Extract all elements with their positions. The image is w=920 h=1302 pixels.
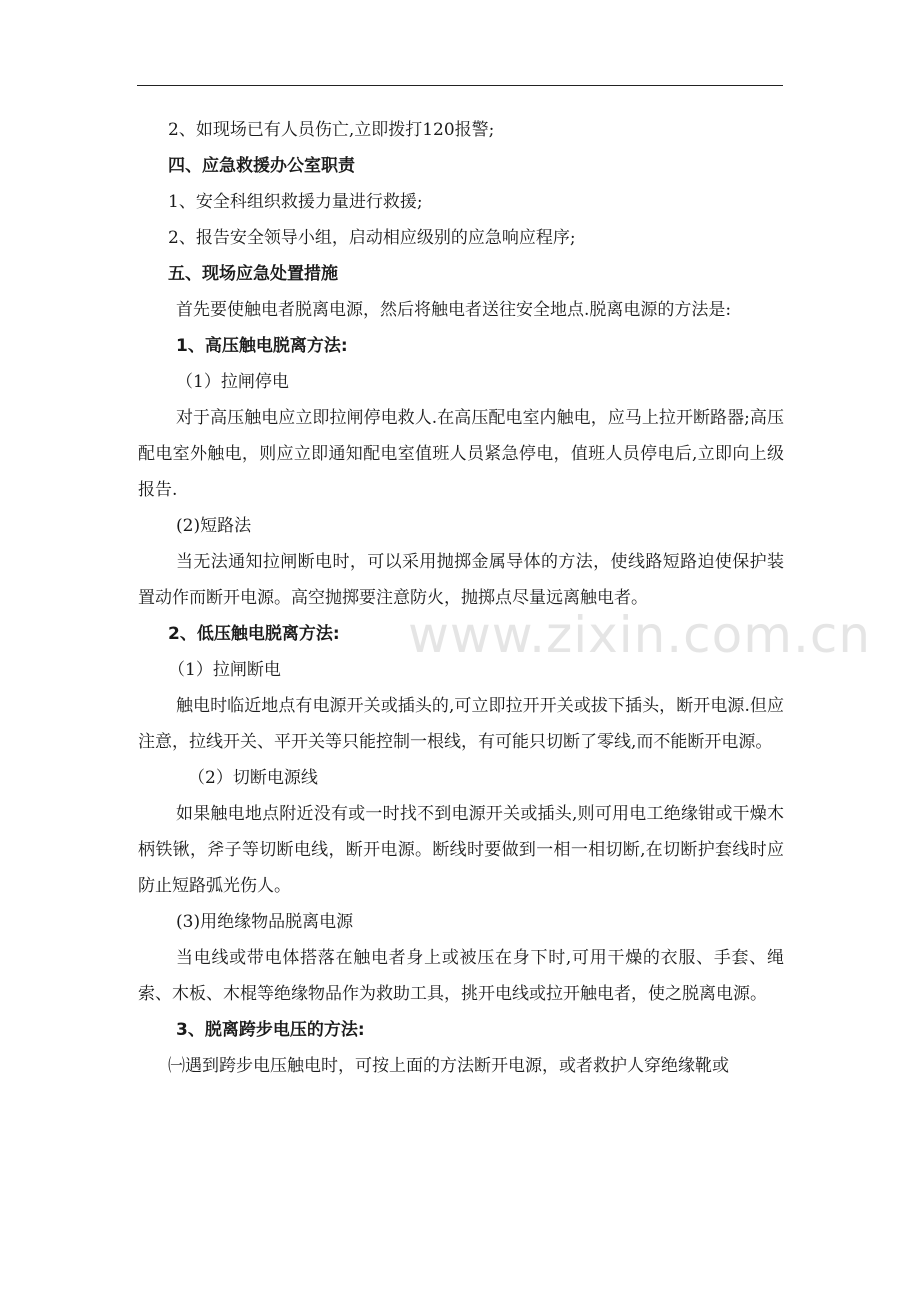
subheading-low-voltage: 2、低压触电脱离方法:: [168, 624, 340, 644]
subitem-short-circuit: (2)短路法: [176, 516, 252, 536]
header-rule: [137, 85, 783, 86]
paragraph-intro: 首先要使触电者脱离电源，然后将触电者送往安全地点.脱离电源的方法是:: [176, 300, 732, 320]
paragraph-short-circuit: 当无法通知拉闸断电时，可以采用抛掷金属导体的方法，使线路短路迫使保护装置动作而断开电源。高空抛掷要注意防火，抛掷点尽量远离触电者。: [138, 552, 784, 608]
paragraph-insulated-objects: 当电线或带电体搭落在触电者身上或被压在身下时,可用干燥的衣服、手套、绳索、木板、木棍等绝缘物品作为救助工具，挑开电线或拉开触电者，使之脱离电源。: [138, 948, 784, 1004]
subheading-high-voltage: 1、高压触电脱离方法:: [176, 336, 348, 356]
list-item-report-leadership: 2、报告安全领导小组，启动相应级别的应急响应程序;: [168, 228, 576, 248]
list-item-organize-rescue: 1、安全科组织救援力量进行救援;: [168, 192, 423, 212]
paragraph-step-voltage: ㈠遇到跨步电压触电时，可按上面的方法断开电源，或者救护人穿绝缘靴或: [168, 1056, 729, 1076]
document-body: [138, 112, 784, 1084]
subitem-insulated-objects: (3)用绝缘物品脱离电源: [176, 912, 354, 932]
paragraph-high-voltage-switch: 对于高压触电应立即拉闸停电救人.在高压配电室内触电，应马上拉开断路器;高压配电室外触电，则应立即通知配电室值班人员紧急停电，值班人员停电后,立即向上级报告.: [138, 408, 784, 500]
watermark: www.zixin.com.cn: [408, 606, 872, 664]
paragraph-low-voltage-switch: 触电时临近地点有电源开关或插头的,可立即拉开开关或拔下插头，断开电源.但应注意，拉线开关、平开关等只能控制一根线，有可能只切断了零线,而不能断开电源。: [138, 696, 784, 752]
subitem-cut-wire: （2）切断电源线: [188, 768, 318, 788]
subitem-pull-switch: （1）拉闸停电: [176, 372, 289, 392]
paragraph-cut-wire: 如果触电地点附近没有或一时找不到电源开关或插头,则可用电工绝缘钳或干燥木柄铁锹，斧子等切断电线，断开电源。断线时要做到一相一相切断,在切断护套线时应防止短路弧光伤人。: [138, 804, 784, 896]
list-item-call-120: 2、如现场已有人员伤亡,立即拨打120报警;: [168, 120, 495, 140]
section-heading-office-duties: 四、应急救援办公室职责: [168, 156, 355, 176]
subheading-step-voltage: 3、脱离跨步电压的方法:: [176, 1020, 365, 1040]
subitem-pull-switch-low: （1）拉闸断电: [168, 660, 281, 680]
section-heading-onsite-measures: 五、现场应急处置措施: [168, 264, 338, 284]
